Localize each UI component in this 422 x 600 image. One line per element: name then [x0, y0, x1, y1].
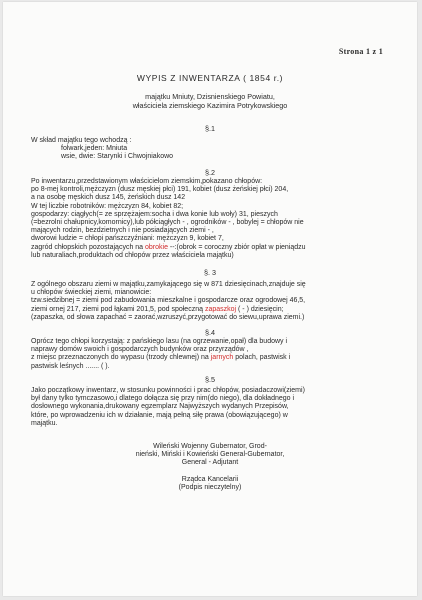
document-subtitle — [3, 93, 417, 110]
section-3-line: Z ogólnego obszaru ziemi w majątku,zamykającego się w 871 dziesięcinach,znajduje się — [31, 281, 306, 288]
section-3-line: tzw.siedzibnej = ziemi pod zabudowania mieszkalne i gospodarcze oraz ogrodowej 46,5, — [31, 297, 306, 305]
signature-line: nieński, Miński i Kowieński General-Gubernator, — [135, 451, 285, 459]
section-2-line: po 8-mej kontroli,mężczyzn (dusz męskiej płci) 191, kobiet (dusz żeńskiej płci) 204, — [31, 186, 289, 194]
signature-block — [3, 443, 417, 468]
signature-line: (Podpis nieczytelny) — [178, 484, 242, 492]
section-5-line: Jako początkowy inwentarz, w stosunku powinności i prac chłopów, posiadaczowi(ziemi) — [31, 387, 305, 394]
section-3-body — [31, 281, 387, 322]
section-2-line: lub naturaliach,produktach od chłopów przez właściciela majątku) — [31, 251, 234, 259]
chancellery-block — [3, 476, 417, 492]
section-5-line: które, po wprowadzeniu ich w działanie, mają pełną siłę prawa (obowiązującego) w — [31, 411, 288, 419]
text-run: polach, pastwisk i — [233, 354, 291, 362]
section-4-line: naprawy domów swoich i gospodarczych budynków oraz przyrządów , — [31, 346, 249, 354]
section-2-line: dworowi ludzie = chłopi pańszczyźniani: mężczyzn 9, kobiet 7, — [31, 235, 224, 243]
document-title: WYPIS Z INWENTARZA ( 1854 r.) — [136, 73, 284, 83]
section-2-heading: §.2 — [205, 168, 215, 177]
signature-line: General - Adjutant — [181, 459, 239, 467]
signature-line: Wileński Wojenny Gubernator, Grod- — [153, 443, 267, 450]
section-2-line: mających rodzin, bezdzietnych i nie posiadających ziemi - , — [31, 227, 214, 235]
section-3-line: u chłopów świeckiej ziemi, mianowicie: — [31, 289, 152, 297]
section-2-line: Po inwentarzu,przedstawionym właścicielom ziemskim,pokazano chłopów: — [31, 178, 263, 185]
section-2-line — [31, 244, 387, 252]
section-1-body — [31, 137, 387, 162]
section-4-line: Oprócz tego chłopi korzystają: z pańskiego lasu (na ogrzewanie,opał) dla budowy i — [31, 338, 288, 345]
section-4-line — [31, 354, 387, 362]
highlighted-term: zapaszkoj — [204, 305, 237, 313]
subtitle-line-1: majątku Mniuty, Dzisnienskiego Powiatu, — [145, 92, 275, 101]
text-run: z miejsc przeznaczonych do wypasu (trzody chlewnej) na — [31, 354, 211, 362]
section-1-line: wsie, dwie: Starynki i Chwojniakowo — [61, 153, 174, 161]
text-run: --:(obrok = coroczny zbiór opłat w pieniądzu — [167, 243, 306, 251]
highlighted-term: obrokie — [145, 243, 168, 251]
section-2-body — [31, 178, 387, 260]
signature-line: Rządca Kancelarii — [181, 476, 239, 483]
section-1-line: folwark,jeden: Mniuta — [61, 145, 128, 153]
section-5-body — [31, 387, 387, 428]
section-5-line: był dany tylko tymczasowo,i dlatego dołącza się przy nim(do niego), dla dokładnego i — [31, 395, 295, 403]
section-5-line: majątku. — [31, 419, 58, 427]
section-3-heading: §. 3 — [204, 268, 216, 277]
document-page — [3, 2, 417, 596]
highlighted-term: jarnych — [210, 354, 234, 362]
text-run: zagród chłopskich pozostających na — [31, 243, 146, 251]
section-1-line: W skład majątku tego wchodzą : — [31, 137, 132, 144]
section-5-heading: §.5 — [205, 375, 215, 384]
section-4-line: pastwisk leśnych ....... ( ). — [31, 362, 110, 370]
section-5-line: dosłownego wykonania,drukowany egzemplarz Najwyższych wydanych Przepisów, — [31, 403, 289, 411]
section-3-line: (zapaszka, od słowa zapachać = zaorać,wzruszyć,przygotować do siewu,uprawa ziemi.) — [31, 313, 305, 321]
section-4-body — [31, 338, 387, 371]
section-2-line: W tej liczbie robotników: mężczyzn 84, kobiet 82; — [31, 202, 184, 210]
section-2-line: a na osobę męskich dusz 145, żeńskich dusz 142 — [31, 194, 186, 202]
section-3-line — [31, 306, 387, 314]
section-1-heading: §.1 — [205, 124, 215, 133]
section-4-heading: §.4 — [205, 328, 215, 337]
text-run: ( - ) dziesięcin; — [236, 305, 284, 313]
section-2-line: (=bezrolni chałupnicy,komornicy),lub półciągłych - , ogrodników - , bobylej = chłopów nie — [31, 219, 304, 227]
subtitle-line-2: właściciela ziemskiego Kazimira Potrykowskiego — [132, 100, 288, 110]
page-number: Strona 1 z 1 — [338, 47, 383, 56]
text-run: ziemi ornej 217, ziemi pod łąkami 201,5, pod społeczną — [31, 305, 205, 313]
section-2-line: gospodarzy: ciągłych(= ze sprzężajem:socha i dwa konie lub woły) 31, pieszych — [31, 210, 278, 218]
